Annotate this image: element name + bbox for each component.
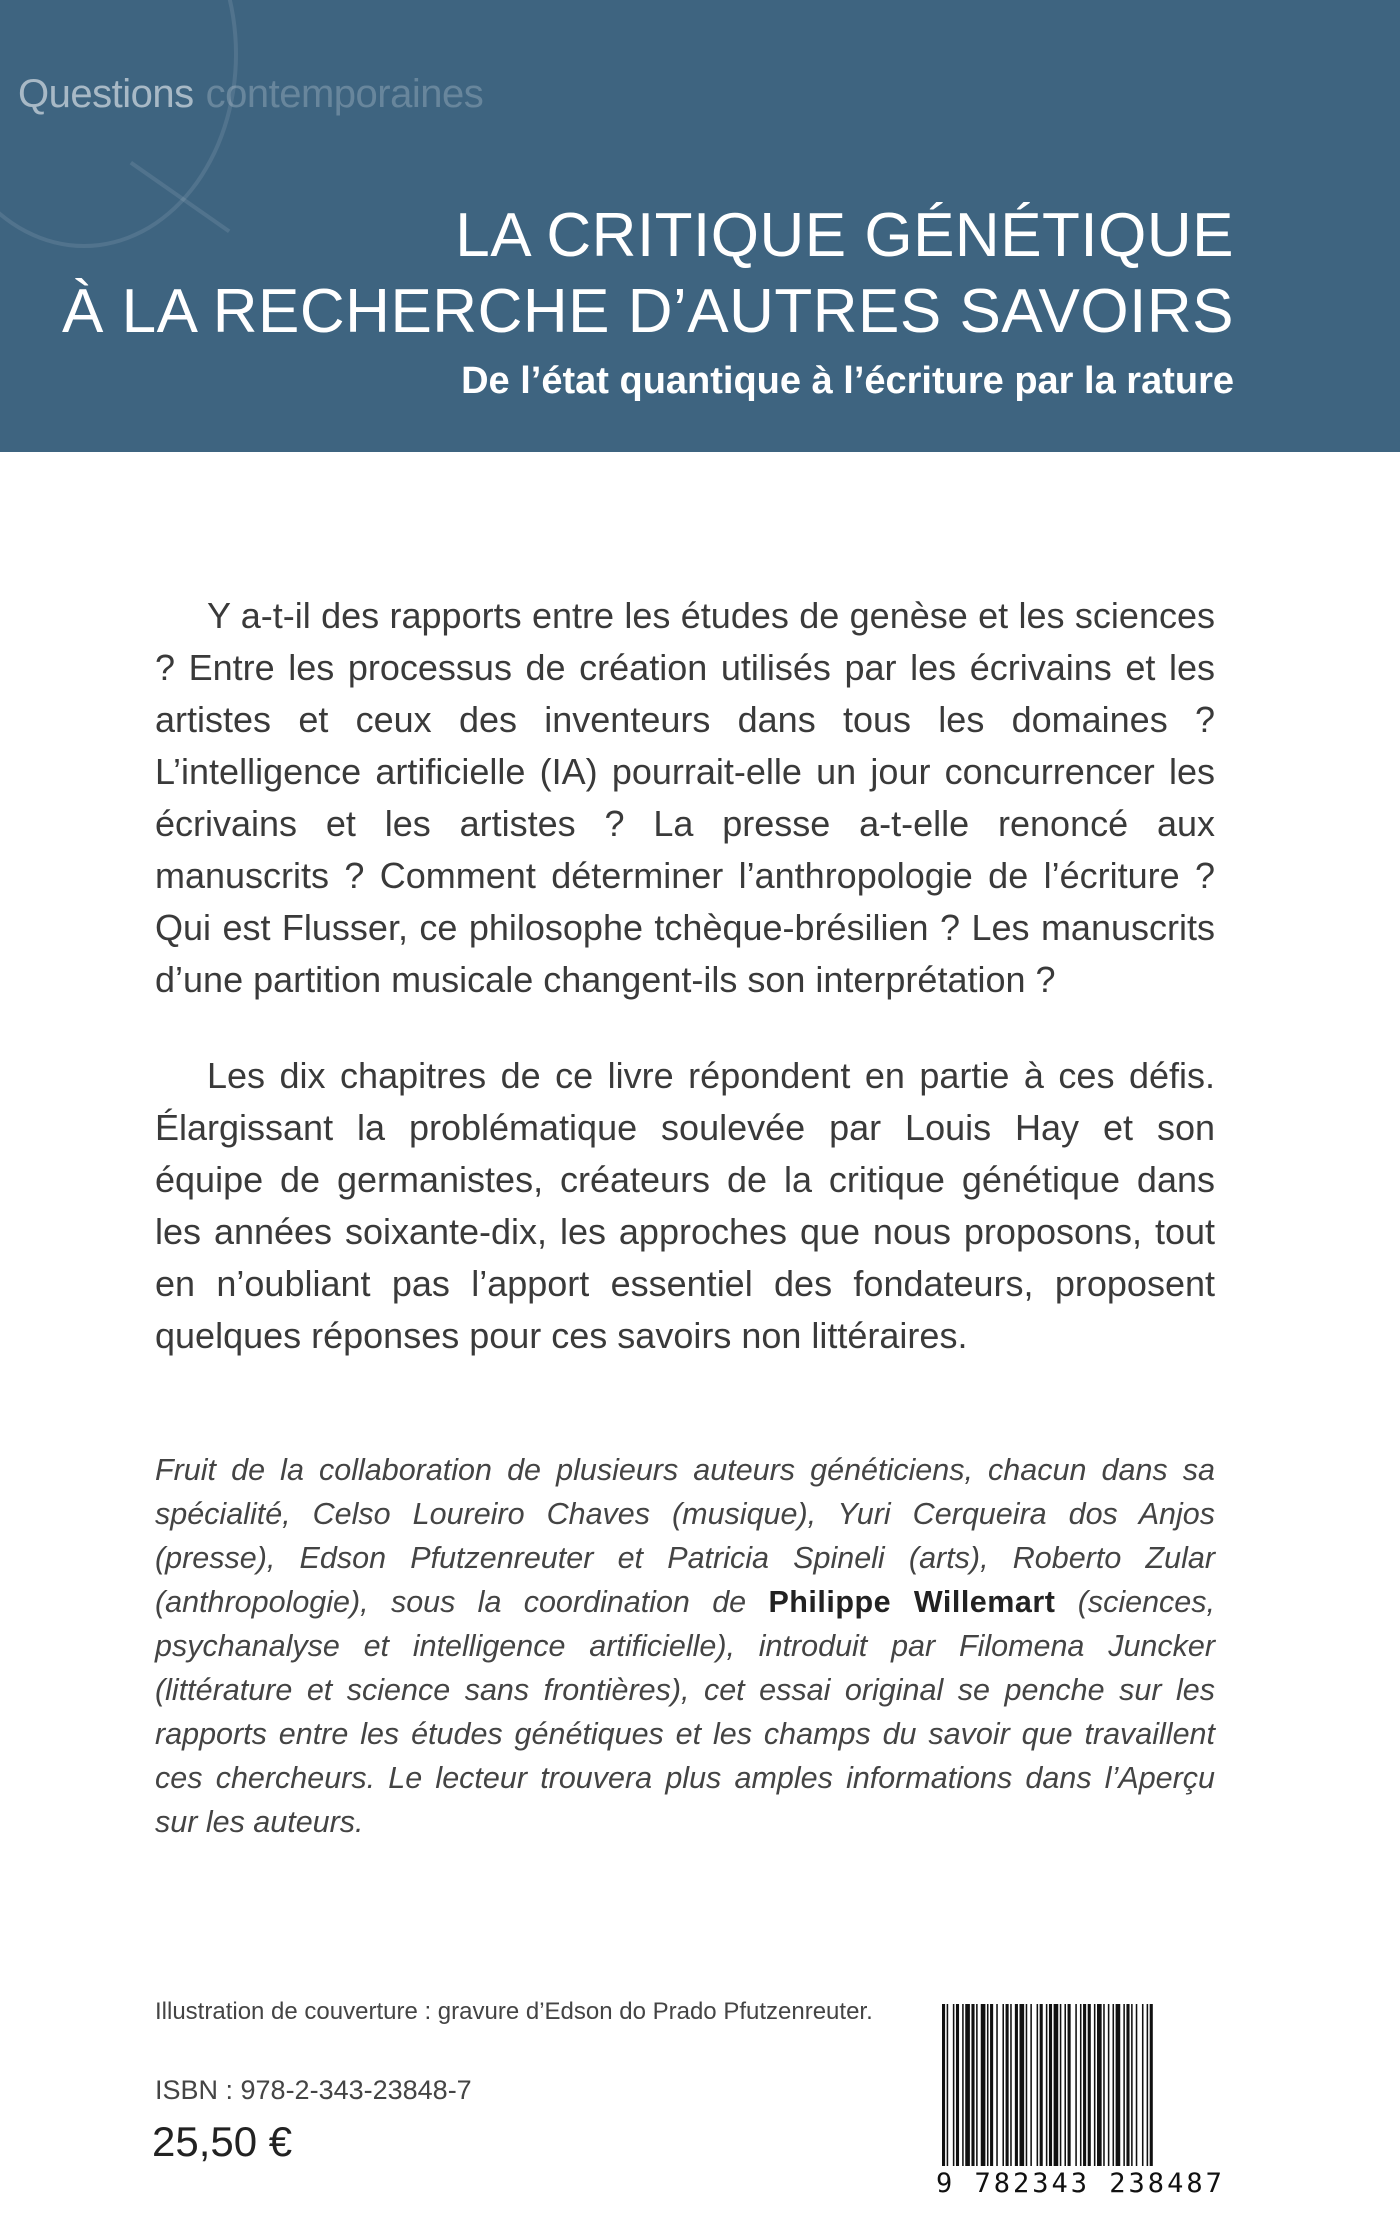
summary-paragraph-1 — [155, 590, 1215, 1006]
barcode-bar — [1142, 2004, 1144, 2166]
barcode-bar — [1006, 2004, 1009, 2166]
book-subtitle: De l’état quantique à l’écriture par la rature — [461, 360, 1234, 402]
title-line-2: À LA RECHERCHE D’AUTRES SAVOIRS — [62, 277, 1234, 346]
barcode-bar — [1097, 2004, 1102, 2166]
barcode-bar — [1054, 2004, 1059, 2166]
barcode-bar — [1150, 2004, 1153, 2166]
barcode-bar — [1126, 2004, 1129, 2166]
barcode-bar — [996, 2004, 998, 2166]
barcode-bar — [942, 2004, 945, 2166]
barcode-bar — [1136, 2004, 1138, 2166]
authors-text-after: (sciences, psychanalyse et intelligence artificielle), introduit par Filomena Juncker (littérature et science sans frontières), cet essai original se penche sur les rapports entre les études génétiques et les champs du savoir que travaillent ces chercheurs. Le lecteur trouvera plus amples informations dans l’Aperçu sur les auteurs. — [155, 1585, 1215, 1839]
barcode-bar — [1068, 2004, 1071, 2166]
barcode-bar — [1131, 2004, 1133, 2166]
barcode-bar — [1113, 2004, 1115, 2166]
barcode-bar — [1049, 2004, 1052, 2166]
barcode-bar — [1088, 2004, 1091, 2166]
barcode-bar — [971, 2004, 974, 2166]
series-name — [18, 72, 483, 117]
barcode-bar — [1147, 2004, 1149, 2166]
barcode-bar — [976, 2004, 978, 2166]
barcode-bar — [953, 2004, 955, 2166]
barcode-digits: 9 782343 238487 — [936, 2168, 1225, 2199]
series-word-2: contemporaines — [205, 72, 484, 116]
book-title — [62, 198, 1234, 350]
barcode-bar — [1010, 2004, 1012, 2166]
isbn: ISBN : 978-2-343-23848-7 — [155, 2075, 472, 2105]
barcode-bar — [956, 2004, 959, 2166]
barcode-bar — [1037, 2004, 1039, 2166]
barcode-bar — [987, 2004, 989, 2166]
barcode-bar — [1040, 2004, 1043, 2166]
barcode-bar — [1075, 2004, 1077, 2166]
barcode-bar — [1046, 2004, 1048, 2166]
summary-paragraph-2-text: Les dix chapitres de ce livre répondent en partie à ces défis. Élargissant la problématique soulevée par Louis Hay et son équipe de germanistes, créateurs de la critique génétique dans les années soixante-dix, les approches que nous proposons, tout en n’oubliant pas l’apport essentiel des fondateurs, proposent quelques réponses pour ces savoirs non littéraires. — [155, 1055, 1215, 1356]
barcode-bar — [1108, 2004, 1110, 2166]
authors-text-before: Fruit de la collaboration de plusieurs auteurs généticiens, chacun dans sa spécialité, Celso Loureiro Chaves (musique), Yuri Cerqueira dos Anjos (presse), Edson Pfutzenreuter et Patricia Spineli (arts), Roberto Zular (anthropologie), sous la coordination de — [155, 1453, 1215, 1619]
barcode-bar — [981, 2004, 986, 2166]
barcode-bar — [962, 2004, 964, 2166]
barcode-bar — [1116, 2004, 1121, 2166]
cover-header — [0, 0, 1400, 452]
barcode-bar — [1015, 2004, 1018, 2166]
barcode-bar — [1020, 2004, 1025, 2166]
summary-paragraph-1-text: Y a-t-il des rapports entre les études de genèse et les sciences ? Entre les processus de création utilisés par les écrivains et les artistes et ceux des inventeurs dans tous les domaines ? L’intelligence artificielle (IA) pourrait-elle un jour concurrencer les écrivains et les artistes ? La presse a-t-elle renoncé aux manuscrits ? Comment déterminer l’anthropologie de l’écriture ? Qui est Flusser, ce philosophe tchèque-brésilien ? Les manuscrits d’une partition musicale changent-ils son interprétation ? — [155, 595, 1215, 1000]
summary-paragraph-2 — [155, 1050, 1215, 1362]
barcode — [936, 2000, 1225, 2210]
barcode-bar — [1103, 2004, 1105, 2166]
title-line-1: LA CRITIQUE GÉNÉTIQUE — [455, 201, 1234, 270]
price: 25,50 € — [152, 2118, 293, 2165]
barcode-bar — [990, 2004, 993, 2166]
barcode-bar — [1030, 2004, 1032, 2166]
barcode-bar — [1080, 2004, 1082, 2166]
barcode-bar — [1026, 2004, 1028, 2166]
barcode-bar — [947, 2004, 949, 2166]
barcode-bar — [1094, 2004, 1096, 2166]
barcode-bar — [1064, 2004, 1066, 2166]
authors-paragraph — [155, 1448, 1215, 1844]
barcode-bar — [1060, 2004, 1062, 2166]
barcode-bar — [1083, 2004, 1086, 2166]
coordinator-name: Philippe Willemart — [768, 1585, 1056, 1619]
barcode-bar — [1123, 2004, 1125, 2166]
series-word-1: Questions — [18, 72, 194, 116]
barcode-bar — [965, 2004, 970, 2166]
barcode-bars — [936, 2000, 1216, 2170]
illustration-credit: Illustration de couverture : gravure d’Edson do Prado Pfutzenreuter. — [155, 1998, 873, 2025]
barcode-bar — [1002, 2004, 1004, 2166]
